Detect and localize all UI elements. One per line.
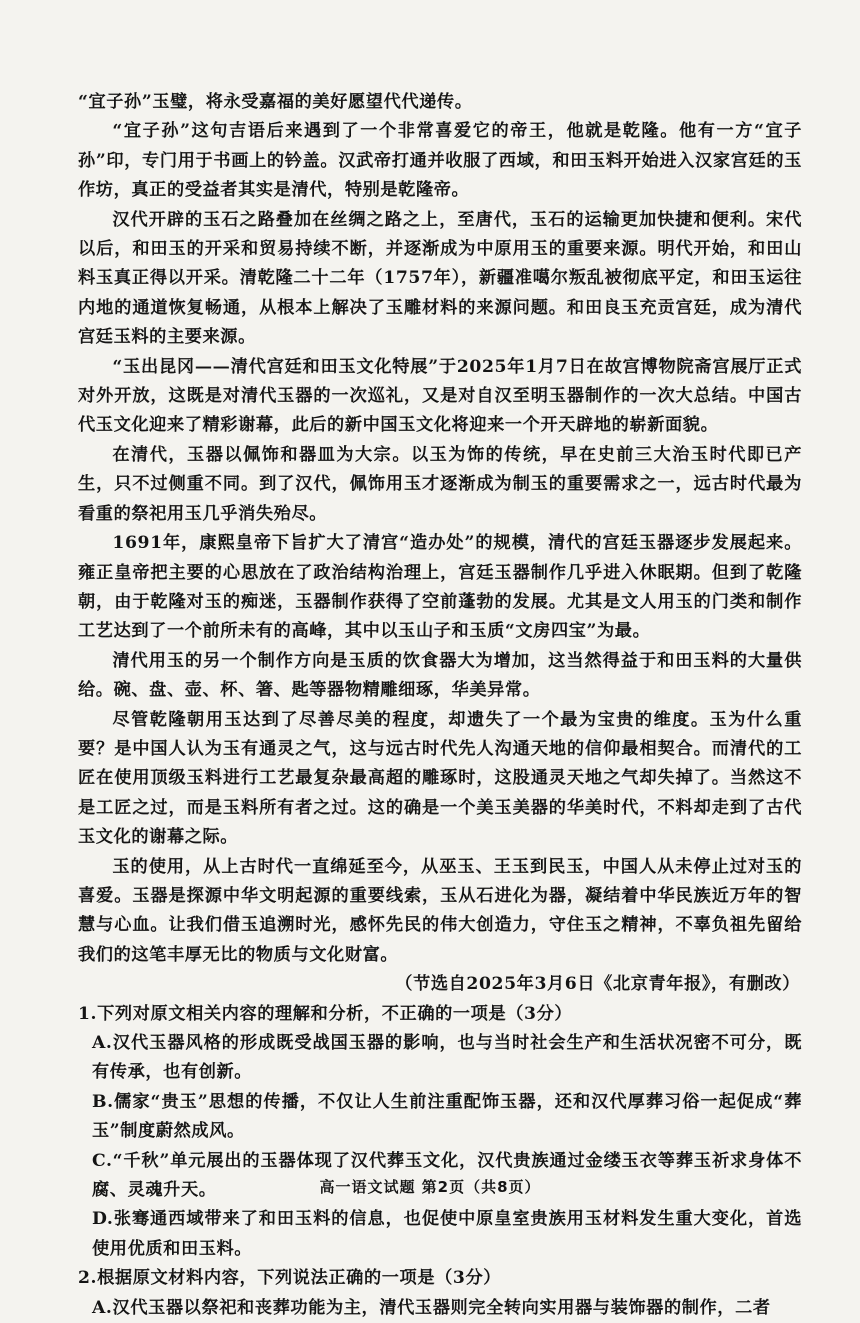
option-text: “千秋”单元展出的玉器体现了汉代葬玉文化，汉代贵族通过金缕玉衣等葬玉祈求身体不腐、灵魂升天。	[92, 1150, 802, 1201]
passage-paragraph-4: “玉出昆冈——清代宫廷和田玉文化特展”于2025年1月7日在故宫博物院斋宫展厅正式对外开放，这既是对清代玉器的一次巡礼，又是对自汉至明玉器制作的一次大总结。中国古代玉文化迎来了精彩谢幕，此后的新中国玉文化将迎来一个开天辟地的崭新面貌。	[78, 356, 802, 436]
option-label: C.	[92, 1150, 113, 1171]
passage-paragraph-6: 1691年，康熙皇帝下旨扩大了清宫“造办处”的规模，清代的宫廷玉器逐步发展起来。雍正皇帝把主要的心思放在了政治结构治理上，宫廷玉器制作几乎进入休眠期。但到了乾隆朝，由于乾隆对玉的痴迷，玉器制作获得了空前蓬勃的发展。尤其是文人用玉的门类和制作工艺达到了一个前所未有的高峰，其中以玉山子和玉质“文房四宝”为最。	[78, 533, 802, 642]
page-footer: 高一语文试题 第2页（共8页）	[319, 1178, 541, 1196]
option-text: 张骞通西域带来了和田玉料的信息，也促使中原皇室贵族用玉材料发生重大变化，首选使用优质和田玉料。	[92, 1209, 802, 1259]
option-label: D.	[92, 1209, 114, 1230]
passage-source: （节选自2025年3月6日《北京青年报》，有删改）	[395, 974, 800, 995]
option-text: 汉代玉器风格的形成既受战国玉器的影响，也与当时社会生产和生活状况密不可分，既有传承，也有创新。	[92, 1033, 802, 1083]
option-label: A.	[92, 1033, 113, 1053]
passage-paragraph-9: 玉的使用，从上古时代一直绵延至今，从巫玉、王玉到民玉，中国人从未停止过对玉的喜爱。玉器是探源中华文明起源的重要线索，玉从石进化为器，凝结着中华民族近万年的智慧与心血。让我们借玉追溯时光，感怀先民的伟大创造力，守住玉之精神，不辜负祖先留给我们的这笔丰厚无比的物质与文化财富。	[78, 856, 802, 965]
passage-paragraph-8: 尽管乾隆朝用玉达到了尽善尽美的程度，却遗失了一个最为宝贵的维度。玉为什么重要？是中国人认为玉有通灵之气，这与远古时代先人沟通天地的信仰最相契合。而清代的工匠在使用顶级玉料进行工艺最复杂最高超的雕琢时，这股通灵天地之气却失掉了。当然这不是工匠之过，而是玉料所有者之过。这的确是一个美玉美器的华美时代，不料却走到了古代玉文化的谢幕之际。	[78, 709, 802, 848]
passage	[78, 88, 802, 1000]
option-text: 儒家“贵玉”思想的传播，不仅让人生前注重配饰玉器，还和汉代厚葬习俗一起促成“葬玉”制度蔚然成风。	[92, 1091, 802, 1142]
question-1	[78, 1000, 802, 1265]
passage-paragraph-1: “宜子孙”玉璧，将永受嘉福的美好愿望代代递传。	[78, 92, 473, 112]
question-1-option-d	[78, 1205, 802, 1264]
question-1-option-b	[78, 1088, 802, 1147]
passage-paragraph-3: 汉代开辟的玉石之路叠加在丝绸之路之上，至唐代，玉石的运输更加快捷和便利。宋代以后，和田玉的开采和贸易持续不断，并逐渐成为中原用玉的重要来源。明代开始，和田山料玉真正得以开采。清乾隆二十二年（1757年），新疆准噶尔叛乱被彻底平定，和田玉运往内地的通道恢复畅通，从根本上解决了玉雕材料的来源问题。和田良玉充贡宫廷，成为清代宫廷玉料的主要来源。	[78, 209, 802, 348]
passage-paragraph-2: “宜子孙”这句吉语后来遇到了一个非常喜爱它的帝王，他就是乾隆。他有一方“宜子孙”印，专门用于书画上的钤盖。汉武帝打通并收服了西域，和田玉料开始进入汉家宫廷的玉作坊，真正的受益者其实是清代，特别是乾隆帝。	[78, 121, 802, 201]
option-text: 汉代玉器以祭祀和丧葬功能为主，清代玉器则完全转向实用器与装饰器的制作，二者	[112, 1297, 771, 1318]
option-label: B.	[92, 1091, 114, 1112]
passage-paragraph-5: 在清代，玉器以佩饰和器皿为大宗。以玉为饰的传统，早在史前三大治玉时代即已产生，只不过侧重不同。到了汉代，佩饰用玉才逐渐成为制玉的重要需求之一，远古时代最为看重的祭祀用玉几乎消失殆尽。	[78, 444, 802, 524]
passage-paragraph-7: 清代用玉的另一个制作方向是玉质的饮食器大为增加，这当然得益于和田玉料的大量供给。碗、盘、壶、杯、箸、匙等器物精雕细琢，华美异常。	[78, 650, 802, 701]
question-2-option-a	[78, 1294, 802, 1323]
option-label: A.	[92, 1297, 113, 1318]
question-1-option-a	[78, 1029, 802, 1088]
question-2	[78, 1264, 802, 1323]
question-2-stem: 2.根据原文材料内容，下列说法正确的一项是（3分）	[78, 1268, 502, 1289]
question-1-stem: 1.下列对原文相关内容的理解和分析，不正确的一项是（3分）	[78, 1003, 573, 1024]
